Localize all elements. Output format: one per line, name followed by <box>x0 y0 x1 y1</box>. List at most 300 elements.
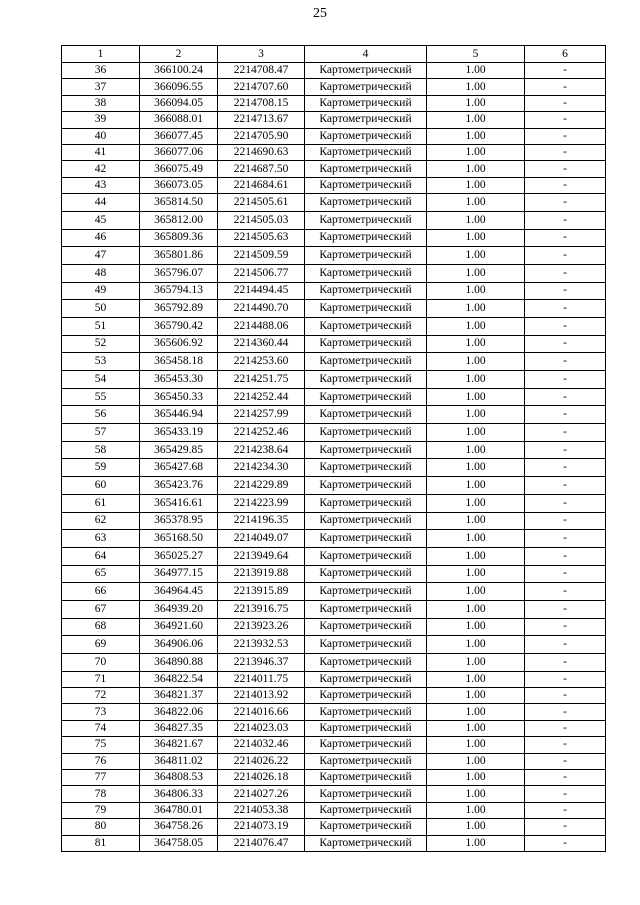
note-cell: - <box>525 477 606 495</box>
note-cell: - <box>525 128 606 144</box>
method-cell: Картометрический <box>305 565 427 583</box>
y-coordinate-cell: 2214360.44 <box>218 335 305 353</box>
x-coordinate-cell: 365796.07 <box>140 264 218 282</box>
method-cell: Картометрический <box>305 720 427 736</box>
point-number-cell: 79 <box>62 802 140 818</box>
table-row <box>62 671 606 687</box>
y-coordinate-cell: 2214684.61 <box>218 177 305 193</box>
accuracy-cell: 1.00 <box>427 128 525 144</box>
note-cell: - <box>525 353 606 371</box>
y-coordinate-cell: 2213915.89 <box>218 583 305 601</box>
y-coordinate-cell: 2214026.18 <box>218 770 305 786</box>
y-coordinate-cell: 2213949.64 <box>218 547 305 565</box>
method-cell: Картометрический <box>305 786 427 802</box>
method-cell: Картометрический <box>305 671 427 687</box>
accuracy-cell: 1.00 <box>427 282 525 300</box>
point-number-cell: 48 <box>62 264 140 282</box>
accuracy-cell: 1.00 <box>427 112 525 128</box>
y-coordinate-cell: 2214257.99 <box>218 406 305 424</box>
point-number-cell: 72 <box>62 688 140 704</box>
accuracy-cell: 1.00 <box>427 79 525 95</box>
x-coordinate-cell: 365801.86 <box>140 247 218 265</box>
table-row <box>62 424 606 442</box>
table-row <box>62 494 606 512</box>
table-row <box>62 229 606 247</box>
x-coordinate-cell: 366077.06 <box>140 144 218 160</box>
method-cell: Картометрический <box>305 264 427 282</box>
column-header: 2 <box>140 46 218 63</box>
accuracy-cell: 1.00 <box>427 704 525 720</box>
table-row <box>62 835 606 851</box>
y-coordinate-cell: 2214223.99 <box>218 494 305 512</box>
note-cell: - <box>525 770 606 786</box>
x-coordinate-cell: 364964.45 <box>140 583 218 601</box>
point-number-cell: 43 <box>62 177 140 193</box>
table-row <box>62 247 606 265</box>
y-coordinate-cell: 2214229.89 <box>218 477 305 495</box>
y-coordinate-cell: 2214032.46 <box>218 737 305 753</box>
y-coordinate-cell: 2214687.50 <box>218 161 305 177</box>
x-coordinate-cell: 365458.18 <box>140 353 218 371</box>
x-coordinate-cell: 366077.45 <box>140 128 218 144</box>
accuracy-cell: 1.00 <box>427 161 525 177</box>
y-coordinate-cell: 2214016.66 <box>218 704 305 720</box>
note-cell: - <box>525 406 606 424</box>
coordinates-table <box>61 45 606 852</box>
note-cell: - <box>525 835 606 851</box>
x-coordinate-cell: 364939.20 <box>140 600 218 618</box>
y-coordinate-cell: 2214076.47 <box>218 835 305 851</box>
accuracy-cell: 1.00 <box>427 247 525 265</box>
note-cell: - <box>525 247 606 265</box>
y-coordinate-cell: 2214707.60 <box>218 79 305 95</box>
note-cell: - <box>525 671 606 687</box>
x-coordinate-cell: 364758.26 <box>140 819 218 835</box>
y-coordinate-cell: 2214013.92 <box>218 688 305 704</box>
accuracy-cell: 1.00 <box>427 618 525 636</box>
y-coordinate-cell: 2214509.59 <box>218 247 305 265</box>
point-number-cell: 38 <box>62 95 140 111</box>
point-number-cell: 78 <box>62 786 140 802</box>
point-number-cell: 51 <box>62 317 140 335</box>
note-cell: - <box>525 282 606 300</box>
table-row <box>62 371 606 389</box>
point-number-cell: 52 <box>62 335 140 353</box>
column-header: 4 <box>305 46 427 63</box>
note-cell: - <box>525 264 606 282</box>
method-cell: Картометрический <box>305 335 427 353</box>
accuracy-cell: 1.00 <box>427 144 525 160</box>
y-coordinate-cell: 2214494.45 <box>218 282 305 300</box>
method-cell: Картометрический <box>305 688 427 704</box>
table-row <box>62 128 606 144</box>
table-row <box>62 194 606 212</box>
table-row <box>62 753 606 769</box>
method-cell: Картометрический <box>305 211 427 229</box>
point-number-cell: 36 <box>62 63 140 79</box>
table-row <box>62 353 606 371</box>
page-number: 25 <box>313 6 327 21</box>
point-number-cell: 41 <box>62 144 140 160</box>
y-coordinate-cell: 2214253.60 <box>218 353 305 371</box>
accuracy-cell: 1.00 <box>427 441 525 459</box>
x-coordinate-cell: 364821.37 <box>140 688 218 704</box>
accuracy-cell: 1.00 <box>427 406 525 424</box>
accuracy-cell: 1.00 <box>427 211 525 229</box>
point-number-cell: 40 <box>62 128 140 144</box>
x-coordinate-cell: 364758.05 <box>140 835 218 851</box>
accuracy-cell: 1.00 <box>427 770 525 786</box>
point-number-cell: 76 <box>62 753 140 769</box>
point-number-cell: 50 <box>62 300 140 318</box>
table-row <box>62 565 606 583</box>
note-cell: - <box>525 737 606 753</box>
method-cell: Картометрический <box>305 753 427 769</box>
x-coordinate-cell: 365416.61 <box>140 494 218 512</box>
accuracy-cell: 1.00 <box>427 335 525 353</box>
point-number-cell: 67 <box>62 600 140 618</box>
table-row <box>62 282 606 300</box>
point-number-cell: 60 <box>62 477 140 495</box>
x-coordinate-cell: 365450.33 <box>140 388 218 406</box>
note-cell: - <box>525 565 606 583</box>
method-cell: Картометрический <box>305 835 427 851</box>
accuracy-cell: 1.00 <box>427 583 525 601</box>
x-coordinate-cell: 365423.76 <box>140 477 218 495</box>
note-cell: - <box>525 79 606 95</box>
point-number-cell: 46 <box>62 229 140 247</box>
method-cell: Картометрический <box>305 388 427 406</box>
note-cell: - <box>525 161 606 177</box>
y-coordinate-cell: 2214073.19 <box>218 819 305 835</box>
x-coordinate-cell: 364822.06 <box>140 704 218 720</box>
method-cell: Картометрический <box>305 317 427 335</box>
x-coordinate-cell: 364977.15 <box>140 565 218 583</box>
point-number-cell: 54 <box>62 371 140 389</box>
table-row <box>62 600 606 618</box>
table-row <box>62 300 606 318</box>
method-cell: Картометрический <box>305 583 427 601</box>
y-coordinate-cell: 2213919.88 <box>218 565 305 583</box>
table-row <box>62 770 606 786</box>
table-row <box>62 79 606 95</box>
method-cell: Картометрический <box>305 247 427 265</box>
point-number-cell: 42 <box>62 161 140 177</box>
method-cell: Картометрический <box>305 737 427 753</box>
method-cell: Картометрический <box>305 477 427 495</box>
x-coordinate-cell: 365790.42 <box>140 317 218 335</box>
accuracy-cell: 1.00 <box>427 300 525 318</box>
table-row <box>62 530 606 548</box>
method-cell: Картометрический <box>305 530 427 548</box>
accuracy-cell: 1.00 <box>427 600 525 618</box>
x-coordinate-cell: 365429.85 <box>140 441 218 459</box>
method-cell: Картометрический <box>305 194 427 212</box>
note-cell: - <box>525 600 606 618</box>
accuracy-cell: 1.00 <box>427 371 525 389</box>
method-cell: Картометрический <box>305 353 427 371</box>
accuracy-cell: 1.00 <box>427 194 525 212</box>
point-number-cell: 61 <box>62 494 140 512</box>
y-coordinate-cell: 2213916.75 <box>218 600 305 618</box>
accuracy-cell: 1.00 <box>427 459 525 477</box>
table-row <box>62 388 606 406</box>
point-number-cell: 69 <box>62 636 140 654</box>
table-row <box>62 704 606 720</box>
x-coordinate-cell: 364921.60 <box>140 618 218 636</box>
method-cell: Картометрический <box>305 177 427 193</box>
method-cell: Картометрический <box>305 144 427 160</box>
table-row <box>62 477 606 495</box>
point-number-cell: 47 <box>62 247 140 265</box>
note-cell: - <box>525 317 606 335</box>
x-coordinate-cell: 364890.88 <box>140 654 218 672</box>
accuracy-cell: 1.00 <box>427 720 525 736</box>
method-cell: Картометрический <box>305 618 427 636</box>
x-coordinate-cell: 365606.92 <box>140 335 218 353</box>
point-number-cell: 55 <box>62 388 140 406</box>
x-coordinate-cell: 365025.27 <box>140 547 218 565</box>
note-cell: - <box>525 654 606 672</box>
table-row <box>62 737 606 753</box>
note-cell: - <box>525 802 606 818</box>
point-number-cell: 64 <box>62 547 140 565</box>
accuracy-cell: 1.00 <box>427 63 525 79</box>
x-coordinate-cell: 365794.13 <box>140 282 218 300</box>
table-row <box>62 512 606 530</box>
note-cell: - <box>525 424 606 442</box>
note-cell: - <box>525 583 606 601</box>
point-number-cell: 45 <box>62 211 140 229</box>
method-cell: Картометрический <box>305 282 427 300</box>
method-cell: Картометрический <box>305 802 427 818</box>
accuracy-cell: 1.00 <box>427 530 525 548</box>
x-coordinate-cell: 364780.01 <box>140 802 218 818</box>
method-cell: Картометрический <box>305 300 427 318</box>
method-cell: Картометрический <box>305 819 427 835</box>
note-cell: - <box>525 494 606 512</box>
table-row <box>62 95 606 111</box>
y-coordinate-cell: 2214490.70 <box>218 300 305 318</box>
method-cell: Картометрический <box>305 112 427 128</box>
point-number-cell: 66 <box>62 583 140 601</box>
y-coordinate-cell: 2214505.61 <box>218 194 305 212</box>
y-coordinate-cell: 2214708.47 <box>218 63 305 79</box>
x-coordinate-cell: 365814.50 <box>140 194 218 212</box>
accuracy-cell: 1.00 <box>427 753 525 769</box>
point-number-cell: 74 <box>62 720 140 736</box>
column-header: 6 <box>525 46 606 63</box>
x-coordinate-cell: 365809.36 <box>140 229 218 247</box>
table-row <box>62 547 606 565</box>
column-header: 1 <box>62 46 140 63</box>
accuracy-cell: 1.00 <box>427 565 525 583</box>
method-cell: Картометрический <box>305 547 427 565</box>
method-cell: Картометрический <box>305 406 427 424</box>
accuracy-cell: 1.00 <box>427 671 525 687</box>
table-row <box>62 618 606 636</box>
y-coordinate-cell: 2214053.38 <box>218 802 305 818</box>
method-cell: Картометрический <box>305 636 427 654</box>
method-cell: Картометрический <box>305 371 427 389</box>
accuracy-cell: 1.00 <box>427 835 525 851</box>
point-number-cell: 70 <box>62 654 140 672</box>
accuracy-cell: 1.00 <box>427 636 525 654</box>
point-number-cell: 68 <box>62 618 140 636</box>
y-coordinate-cell: 2214506.77 <box>218 264 305 282</box>
x-coordinate-cell: 366100.24 <box>140 63 218 79</box>
table-row <box>62 688 606 704</box>
point-number-cell: 58 <box>62 441 140 459</box>
x-coordinate-cell: 364806.33 <box>140 786 218 802</box>
y-coordinate-cell: 2214705.90 <box>218 128 305 144</box>
method-cell: Картометрический <box>305 441 427 459</box>
table-header-row <box>62 46 606 63</box>
point-number-cell: 63 <box>62 530 140 548</box>
method-cell: Картометрический <box>305 494 427 512</box>
note-cell: - <box>525 177 606 193</box>
accuracy-cell: 1.00 <box>427 819 525 835</box>
table-row <box>62 317 606 335</box>
table-row <box>62 112 606 128</box>
y-coordinate-cell: 2214023.03 <box>218 720 305 736</box>
method-cell: Картометрический <box>305 512 427 530</box>
x-coordinate-cell: 364808.53 <box>140 770 218 786</box>
x-coordinate-cell: 364821.67 <box>140 737 218 753</box>
point-number-cell: 73 <box>62 704 140 720</box>
table-row <box>62 144 606 160</box>
x-coordinate-cell: 365427.68 <box>140 459 218 477</box>
note-cell: - <box>525 720 606 736</box>
y-coordinate-cell: 2214234.30 <box>218 459 305 477</box>
point-number-cell: 62 <box>62 512 140 530</box>
y-coordinate-cell: 2214026.22 <box>218 753 305 769</box>
table-row <box>62 264 606 282</box>
x-coordinate-cell: 365433.19 <box>140 424 218 442</box>
table-row <box>62 636 606 654</box>
y-coordinate-cell: 2213923.26 <box>218 618 305 636</box>
accuracy-cell: 1.00 <box>427 388 525 406</box>
method-cell: Картометрический <box>305 654 427 672</box>
method-cell: Картометрический <box>305 229 427 247</box>
accuracy-cell: 1.00 <box>427 547 525 565</box>
table-row <box>62 654 606 672</box>
table-row <box>62 802 606 818</box>
table-row <box>62 63 606 79</box>
accuracy-cell: 1.00 <box>427 494 525 512</box>
point-number-cell: 65 <box>62 565 140 583</box>
point-number-cell: 44 <box>62 194 140 212</box>
method-cell: Картометрический <box>305 459 427 477</box>
y-coordinate-cell: 2214690.63 <box>218 144 305 160</box>
method-cell: Картометрический <box>305 600 427 618</box>
x-coordinate-cell: 366096.55 <box>140 79 218 95</box>
accuracy-cell: 1.00 <box>427 317 525 335</box>
y-coordinate-cell: 2214049.07 <box>218 530 305 548</box>
note-cell: - <box>525 211 606 229</box>
point-number-cell: 75 <box>62 737 140 753</box>
accuracy-cell: 1.00 <box>427 688 525 704</box>
method-cell: Картометрический <box>305 424 427 442</box>
x-coordinate-cell: 366088.01 <box>140 112 218 128</box>
accuracy-cell: 1.00 <box>427 654 525 672</box>
x-coordinate-cell: 364906.06 <box>140 636 218 654</box>
table-row <box>62 211 606 229</box>
table-row <box>62 335 606 353</box>
accuracy-cell: 1.00 <box>427 177 525 193</box>
method-cell: Картометрический <box>305 770 427 786</box>
note-cell: - <box>525 704 606 720</box>
accuracy-cell: 1.00 <box>427 786 525 802</box>
table-row <box>62 177 606 193</box>
note-cell: - <box>525 512 606 530</box>
note-cell: - <box>525 335 606 353</box>
accuracy-cell: 1.00 <box>427 353 525 371</box>
note-cell: - <box>525 112 606 128</box>
method-cell: Картометрический <box>305 704 427 720</box>
x-coordinate-cell: 366094.05 <box>140 95 218 111</box>
table-row <box>62 583 606 601</box>
accuracy-cell: 1.00 <box>427 802 525 818</box>
y-coordinate-cell: 2214505.03 <box>218 211 305 229</box>
note-cell: - <box>525 636 606 654</box>
y-coordinate-cell: 2214488.06 <box>218 317 305 335</box>
y-coordinate-cell: 2214252.44 <box>218 388 305 406</box>
point-number-cell: 49 <box>62 282 140 300</box>
point-number-cell: 77 <box>62 770 140 786</box>
x-coordinate-cell: 364822.54 <box>140 671 218 687</box>
note-cell: - <box>525 95 606 111</box>
y-coordinate-cell: 2214027.26 <box>218 786 305 802</box>
accuracy-cell: 1.00 <box>427 95 525 111</box>
table-row <box>62 819 606 835</box>
y-coordinate-cell: 2213932.53 <box>218 636 305 654</box>
y-coordinate-cell: 2214238.64 <box>218 441 305 459</box>
table-row <box>62 720 606 736</box>
x-coordinate-cell: 365446.94 <box>140 406 218 424</box>
note-cell: - <box>525 63 606 79</box>
table-row <box>62 459 606 477</box>
point-number-cell: 81 <box>62 835 140 851</box>
accuracy-cell: 1.00 <box>427 229 525 247</box>
y-coordinate-cell: 2214708.15 <box>218 95 305 111</box>
point-number-cell: 37 <box>62 79 140 95</box>
note-cell: - <box>525 688 606 704</box>
note-cell: - <box>525 441 606 459</box>
accuracy-cell: 1.00 <box>427 477 525 495</box>
point-number-cell: 59 <box>62 459 140 477</box>
point-number-cell: 39 <box>62 112 140 128</box>
note-cell: - <box>525 819 606 835</box>
table-row <box>62 406 606 424</box>
method-cell: Картометрический <box>305 95 427 111</box>
y-coordinate-cell: 2214011.75 <box>218 671 305 687</box>
note-cell: - <box>525 547 606 565</box>
point-number-cell: 53 <box>62 353 140 371</box>
x-coordinate-cell: 365378.95 <box>140 512 218 530</box>
x-coordinate-cell: 366073.05 <box>140 177 218 193</box>
note-cell: - <box>525 459 606 477</box>
note-cell: - <box>525 388 606 406</box>
note-cell: - <box>525 229 606 247</box>
column-header: 3 <box>218 46 305 63</box>
y-coordinate-cell: 2213946.37 <box>218 654 305 672</box>
accuracy-cell: 1.00 <box>427 424 525 442</box>
accuracy-cell: 1.00 <box>427 737 525 753</box>
method-cell: Картометрический <box>305 79 427 95</box>
table-row <box>62 786 606 802</box>
table-row <box>62 161 606 177</box>
